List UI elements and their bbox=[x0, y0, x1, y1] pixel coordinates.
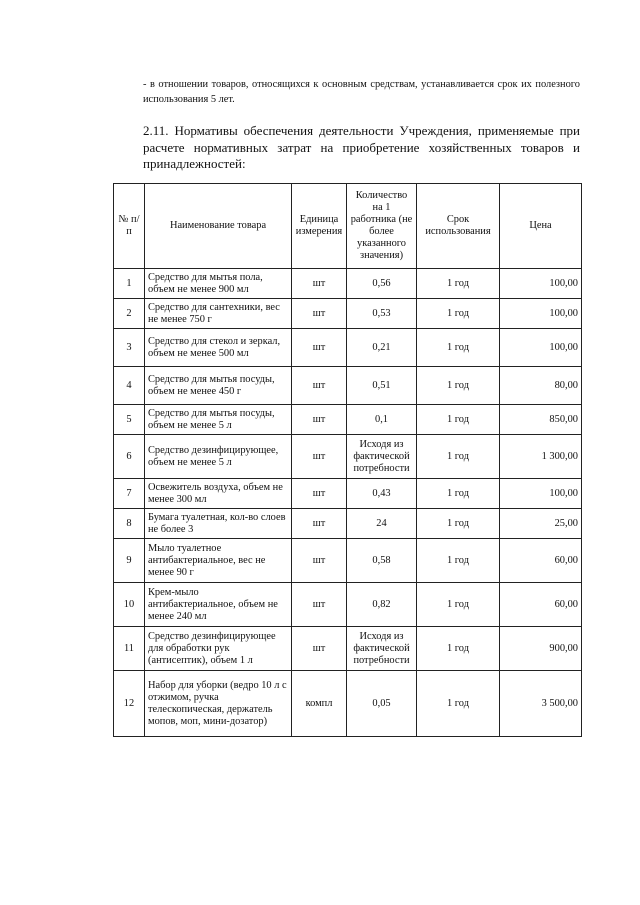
cell-qty: Исходя из фактической потребности bbox=[347, 627, 417, 671]
cell-qty: 0,21 bbox=[347, 329, 417, 367]
table-header-row bbox=[114, 184, 582, 269]
header-unit: Единица измерения bbox=[292, 184, 347, 269]
cell-price: 60,00 bbox=[500, 539, 582, 583]
cell-num: 10 bbox=[114, 583, 145, 627]
norms-table bbox=[113, 183, 582, 737]
cell-name: Средство для мытья пола, объем не менее 900 мл bbox=[145, 269, 292, 299]
cell-term: 1 год bbox=[417, 583, 500, 627]
cell-qty: 0,82 bbox=[347, 583, 417, 627]
section-number: 2.11. bbox=[143, 123, 169, 138]
cell-qty: 0,05 bbox=[347, 671, 417, 737]
cell-num: 12 bbox=[114, 671, 145, 737]
cell-term: 1 год bbox=[417, 479, 500, 509]
cell-term: 1 год bbox=[417, 269, 500, 299]
cell-name: Крем-мыло антибактериальное, объем не менее 240 мл bbox=[145, 583, 292, 627]
cell-num: 3 bbox=[114, 329, 145, 367]
cell-qty: 0,1 bbox=[347, 405, 417, 435]
cell-num: 8 bbox=[114, 509, 145, 539]
cell-term: 1 год bbox=[417, 329, 500, 367]
table-row bbox=[114, 509, 582, 539]
cell-qty: 0,53 bbox=[347, 299, 417, 329]
cell-unit: шт bbox=[292, 329, 347, 367]
cell-unit: шт bbox=[292, 269, 347, 299]
table-row bbox=[114, 539, 582, 583]
header-qty: Количество на 1 работника (не более указанного значения) bbox=[347, 184, 417, 269]
cell-price: 100,00 bbox=[500, 479, 582, 509]
cell-price: 850,00 bbox=[500, 405, 582, 435]
cell-name: Средство для сантехники, вес не менее 750 г bbox=[145, 299, 292, 329]
cell-num: 2 bbox=[114, 299, 145, 329]
cell-term: 1 год bbox=[417, 405, 500, 435]
cell-name: Средство для стекол и зеркал, объем не менее 500 мл bbox=[145, 329, 292, 367]
cell-price: 25,00 bbox=[500, 509, 582, 539]
cell-price: 60,00 bbox=[500, 583, 582, 627]
cell-num: 7 bbox=[114, 479, 145, 509]
cell-name: Средство дезинфицирующее для обработки рук (антисептик), объем 1 л bbox=[145, 627, 292, 671]
table-row bbox=[114, 627, 582, 671]
header-num: № п/п bbox=[114, 184, 145, 269]
cell-term: 1 год bbox=[417, 539, 500, 583]
cell-term: 1 год bbox=[417, 509, 500, 539]
cell-term: 1 год bbox=[417, 435, 500, 479]
cell-term: 1 год bbox=[417, 671, 500, 737]
cell-price: 100,00 bbox=[500, 329, 582, 367]
cell-qty: 0,51 bbox=[347, 367, 417, 405]
cell-name: Средство для мытья посуды, объем не менее 450 г bbox=[145, 367, 292, 405]
cell-unit: шт bbox=[292, 583, 347, 627]
cell-qty: 0,56 bbox=[347, 269, 417, 299]
header-name: Наименование товара bbox=[145, 184, 292, 269]
cell-unit: шт bbox=[292, 479, 347, 509]
cell-unit: шт bbox=[292, 539, 347, 583]
cell-name: Средство для мытья посуды, объем не менее 5 л bbox=[145, 405, 292, 435]
cell-name: Мыло туалетное антибактериальное, вес не менее 90 г bbox=[145, 539, 292, 583]
cell-unit: шт bbox=[292, 367, 347, 405]
cell-name: Набор для уборки (ведро 10 л с отжимом, ручка телескопическая, держатель мопов, моп, мини-дозатор) bbox=[145, 671, 292, 737]
cell-unit: шт bbox=[292, 509, 347, 539]
cell-price: 900,00 bbox=[500, 627, 582, 671]
table-row bbox=[114, 435, 582, 479]
cell-unit: шт bbox=[292, 299, 347, 329]
table-row bbox=[114, 329, 582, 367]
cell-name: Освежитель воздуха, объем не менее 300 мл bbox=[145, 479, 292, 509]
cell-qty: 0,58 bbox=[347, 539, 417, 583]
table-body bbox=[114, 269, 582, 737]
cell-term: 1 год bbox=[417, 627, 500, 671]
cell-price: 80,00 bbox=[500, 367, 582, 405]
cell-price: 100,00 bbox=[500, 269, 582, 299]
cell-name: Средство дезинфицирующее, объем не менее 5 л bbox=[145, 435, 292, 479]
cell-unit: компл bbox=[292, 671, 347, 737]
cell-term: 1 год bbox=[417, 299, 500, 329]
cell-num: 6 bbox=[114, 435, 145, 479]
table-row bbox=[114, 299, 582, 329]
cell-unit: шт bbox=[292, 405, 347, 435]
cell-price: 100,00 bbox=[500, 299, 582, 329]
header-price: Цена bbox=[500, 184, 582, 269]
table-row bbox=[114, 405, 582, 435]
cell-price: 1 300,00 bbox=[500, 435, 582, 479]
cell-name: Бумага туалетная, кол-во слоев не более 3 bbox=[145, 509, 292, 539]
table-row bbox=[114, 367, 582, 405]
cell-qty: 24 bbox=[347, 509, 417, 539]
cell-price: 3 500,00 bbox=[500, 671, 582, 737]
cell-qty: Исходя из фактической потребности bbox=[347, 435, 417, 479]
cell-unit: шт bbox=[292, 627, 347, 671]
section-paragraph bbox=[143, 123, 580, 173]
table-row bbox=[114, 671, 582, 737]
cell-num: 4 bbox=[114, 367, 145, 405]
cell-num: 1 bbox=[114, 269, 145, 299]
cell-num: 5 bbox=[114, 405, 145, 435]
table-row bbox=[114, 269, 582, 299]
section-text: Нормативы обеспечения деятельности Учреждения, применяемые при расчете нормативных затрат на приобретение хозяйственных товаров и принадлежностей: bbox=[143, 123, 581, 171]
header-term: Срок использования bbox=[417, 184, 500, 269]
cell-unit: шт bbox=[292, 435, 347, 479]
cell-num: 11 bbox=[114, 627, 145, 671]
table-row bbox=[114, 583, 582, 627]
cell-term: 1 год bbox=[417, 367, 500, 405]
intro-paragraph: - в отношении товаров, относящихся к основным средствам, устанавливается срок их полезного использования 5 лет. bbox=[143, 79, 580, 105]
cell-num: 9 bbox=[114, 539, 145, 583]
table-row bbox=[114, 479, 582, 509]
cell-qty: 0,43 bbox=[347, 479, 417, 509]
